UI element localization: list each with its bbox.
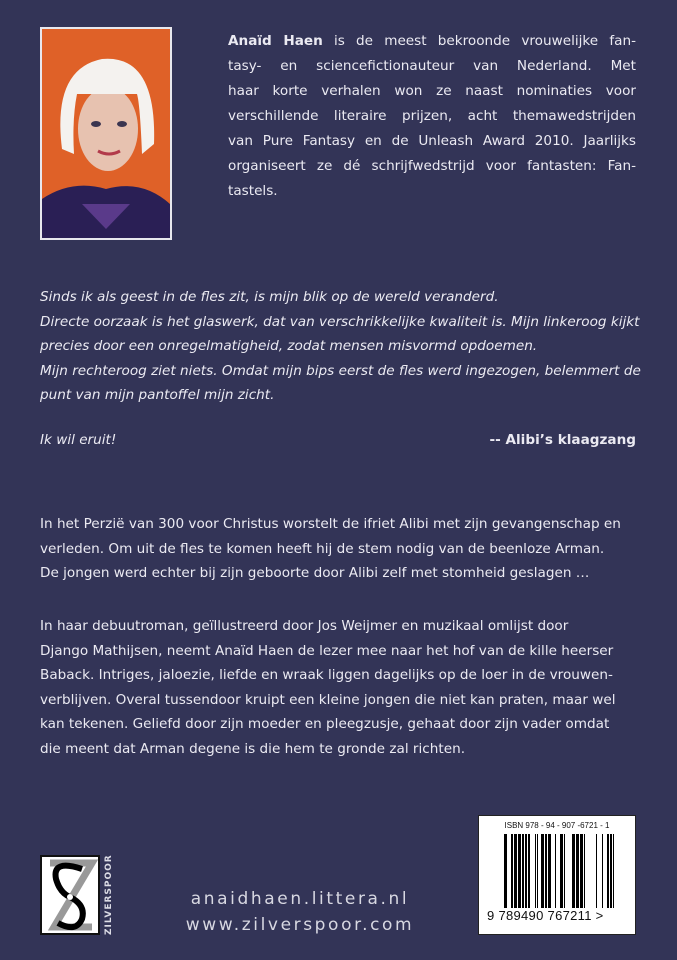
barcode-bar xyxy=(613,834,614,908)
barcode-bar xyxy=(602,834,603,908)
author-bio: Anaïd Haen is de meest bekroonde vrouwelijke fan- tasy- en sciencefictionauteur van Nederland. Met haar korte verhalen won ze naast nominaties voor verschillende literaire prijzen, acht themawedstrijden van Pure Fantasy en de Unleash Award 2010. Jaarlijks organiseert ze dé schrijfwedstrijd voor fantasten: Fan- tastels. xyxy=(228,33,636,199)
barcode-bar xyxy=(610,834,612,908)
barcode-number: 9 789490 767211 > xyxy=(487,908,604,923)
barcode-bar xyxy=(572,834,575,908)
synopsis-paragraph: In het Perzië van 300 voor Christus worstelt de ifriet Alibi met zijn gevangenschap en verleden. Om uit de fles te komen heeft hij de stem nodig van de beenloze Arman. De jongen werd echter bij zijn geboorte door Alibi zelf met stomheid geslagen … xyxy=(40,516,621,581)
barcode-bar xyxy=(522,834,524,908)
barcode-bar xyxy=(560,834,563,908)
barcode-bars xyxy=(501,834,619,912)
barcode-bar xyxy=(511,834,513,908)
publisher-logo xyxy=(40,855,100,935)
quote-cry: Ik wil eruit! xyxy=(40,432,117,448)
isbn-text: ISBN 978 - 94 - 907 -6721 - 1 xyxy=(504,821,610,830)
barcode-bar xyxy=(596,834,597,908)
barcode-bar xyxy=(548,834,551,908)
author-name: Anaïd Haen xyxy=(228,33,323,49)
barcode-bar xyxy=(584,834,585,908)
barcode-bar xyxy=(541,834,544,908)
barcode-bar xyxy=(545,834,547,908)
author-photo xyxy=(40,27,172,240)
barcode-bar xyxy=(525,834,527,908)
barcode-bar xyxy=(518,834,521,908)
barcode-bar xyxy=(576,834,579,908)
barcode-bar xyxy=(528,834,530,908)
publisher-website[interactable]: www.zilverspoor.com xyxy=(185,915,415,935)
quote: Sinds ik als geest in de fles zit, is mijn blik op de wereld veranderd. Directe oorzaak is het glaswerk, dat van verschrikkelijke kwaliteit is. Mijn linkeroog kijkt precies door een onregelmatigheid, zodat mensen misvormd opdoemen. Mijn rechteroog ziet niets. Omdat mijn bips eerst de fles werd ingezogen, belemmert de punt van mijn pantoffel mijn zicht. xyxy=(40,289,641,403)
barcode-bar xyxy=(580,834,583,908)
barcode xyxy=(478,815,636,935)
barcode-bar xyxy=(564,834,565,908)
author-website[interactable]: anaidhaen.littera.nl xyxy=(190,889,410,909)
publisher-name: ZILVERSPOOR xyxy=(104,854,114,935)
barcode-bar xyxy=(607,834,609,908)
barcode-bar xyxy=(555,834,556,908)
barcode-bar xyxy=(504,834,507,908)
quote-attribution: -- Alibi’s klaagzang xyxy=(489,432,636,448)
barcode-bar xyxy=(535,834,536,908)
barcode-bar xyxy=(537,834,538,908)
synopsis-paragraph-2: In haar debuutroman, geïllustreerd door Jos Weijmer en muzikaal omlijst door Django Mathijsen, neemt Anaïd Haen de lezer mee naar het hof van de kille heerser Baback. Intriges, jaloezie, liefde en wraak liggen dagelijks op de loer in de vrouwen- verblijven. Overal tussendoor kruipt een kleine jongen die niet kan praten, maar wel kan tekenen. Geliefd door zijn moeder en pleegzusje, gehaat door zijn vader omdat die meent dat Arman degene is die hem te gronde zal richten. xyxy=(40,618,616,757)
barcode-bar xyxy=(514,834,517,908)
